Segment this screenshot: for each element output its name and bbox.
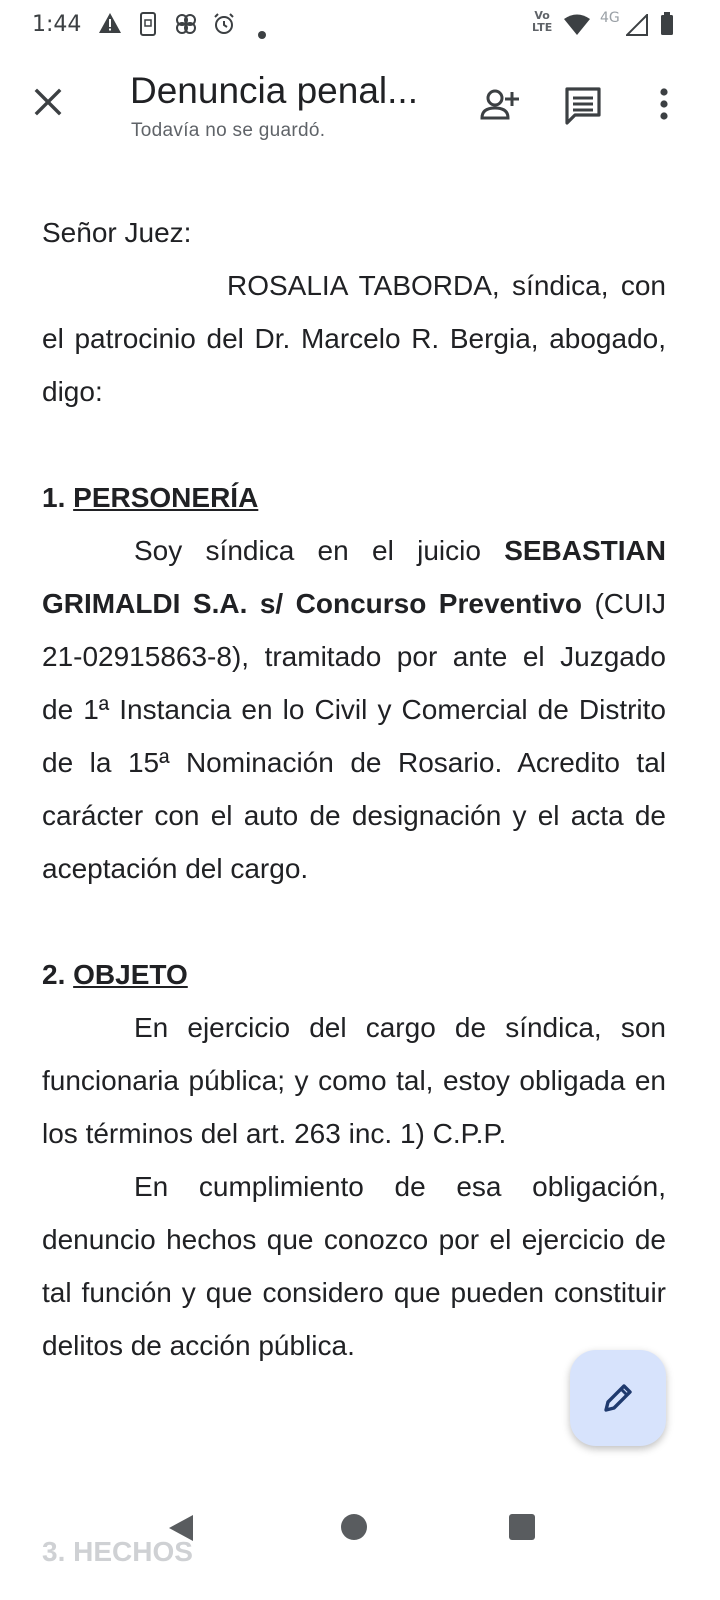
- volte-top-label: Vo: [534, 9, 550, 22]
- more-options-button[interactable]: [642, 84, 686, 128]
- app-bar: [0, 50, 720, 160]
- back-button[interactable]: [168, 1514, 194, 1547]
- network-type: 4G: [600, 10, 620, 26]
- back-triangle-icon: [168, 1514, 194, 1542]
- section-2-paragraph-2: En cumplimiento de esa obligación, denuncio hechos que conozco por el ejercicio de tal función y que considero que pueden constituir delitos de acción pública.: [42, 1171, 666, 1361]
- comments-button[interactable]: [562, 84, 606, 128]
- section-2-heading: [42, 948, 666, 1001]
- close-icon: [28, 82, 68, 122]
- section-1-paragraph: [42, 524, 666, 895]
- screenshot-icon: [138, 12, 160, 41]
- section-1-title: PERSONERÍA: [73, 482, 259, 513]
- section-2-title: OBJETO: [73, 959, 188, 990]
- volte-indicator: [532, 10, 552, 34]
- more-vert-icon: [642, 84, 686, 128]
- share-button[interactable]: [478, 84, 522, 128]
- close-button[interactable]: [28, 82, 68, 122]
- add-person-icon: [478, 84, 522, 128]
- edit-pencil-icon: [600, 1380, 636, 1416]
- status-bar: [0, 0, 720, 50]
- blank-line: [42, 418, 666, 471]
- section-2-number: 2.: [42, 959, 66, 990]
- section-2-paragraph-1: En ejercicio del cargo de síndica, son funcionaria pública; y como tal, estoy obligada en los términos del art. 263 inc. 1) C.P.P.: [42, 1012, 666, 1149]
- intro-paragraph: ROSALIA TABORDA, síndica, con el patrocinio del Dr. Marcelo R. Bergia, abogado, digo:: [42, 270, 666, 407]
- document-title[interactable]: Denuncia penal...: [130, 70, 418, 111]
- navigation-bar: [0, 1500, 720, 1560]
- volte-bottom-label: LTE: [532, 21, 553, 34]
- recents-square-icon[interactable]: [509, 1514, 535, 1540]
- section-1-heading: [42, 471, 666, 524]
- alarm-icon: [212, 12, 236, 41]
- save-status: Todavía no se guardó.: [131, 120, 326, 141]
- battery-icon: [660, 12, 674, 40]
- comment-icon: [562, 84, 606, 128]
- section-1-case-name: SEBASTIAN GRIMALDI S.A. s/ Concurso Preventivo: [42, 535, 666, 619]
- section-3-heading: 3. HECHOS: [42, 1536, 193, 1567]
- section-1-text-a: Soy síndica en el juicio: [134, 535, 505, 566]
- dot-icon: [258, 20, 266, 44]
- edit-fab-button[interactable]: [570, 1350, 666, 1446]
- document-body[interactable]: [42, 206, 666, 1372]
- warning-icon: [98, 12, 122, 39]
- section-1-number: 1.: [42, 482, 66, 513]
- status-time: 1:44: [32, 12, 82, 37]
- salutation: Señor Juez:: [42, 217, 192, 248]
- wifi-icon: [563, 14, 591, 40]
- pinwheel-icon: [174, 12, 198, 41]
- signal-icon: [626, 14, 648, 40]
- section-1-text-b: (CUIJ 21-02915863-8), tramitado por ante el Juzgado de 1ª Instancia en lo Civil y Comercial de Distrito de la 15ª Nominación de Rosario. Acredito tal carácter con el auto de designación y el acta de aceptación del cargo.: [42, 588, 667, 884]
- blank-line: [42, 895, 666, 948]
- home-circle-icon[interactable]: [341, 1514, 367, 1540]
